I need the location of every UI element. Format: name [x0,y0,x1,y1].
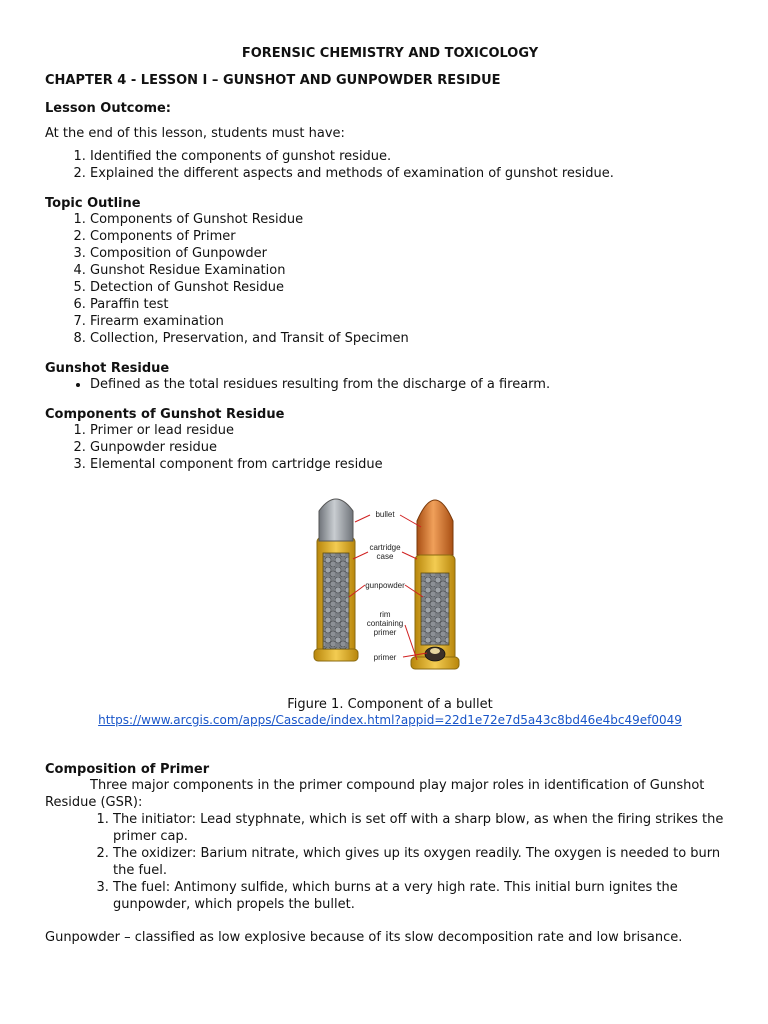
gunpowder-definition: Gunpowder – classified as low explosive because of its slow decomposition rate and low brisance. [45,930,683,945]
list-item: 1. The initiator: Lead styphnate, which is set off with a sharp blow, as when the firing strikes the primer cap. [113,811,735,845]
list-item: 2. The oxidizer: Barium nitrate, which gives up its oxygen readily. The oxygen is needed to burn the fuel. [113,845,735,879]
list-item: • Defined as the total residues resulting from the discharge of a firearm. [90,376,735,393]
label-primer: primer [373,653,397,662]
outcome-heading: Lesson Outcome: [45,101,172,116]
figure-source-link[interactable]: https://www.arcgis.com/apps/Cascade/index.html?appid=22d1e72e7d5a43c8bd46e4bc49ef0049 [98,713,682,727]
gsr-heading: Gunshot Residue [45,361,170,376]
list-item: 3. Composition of Gunpowder [90,245,735,262]
list-item: 3. The fuel: Antimony sulfide, which burns at a very high rate. This initial burn ignites the gunpowder, which propels the bullet. [113,879,735,913]
components-heading: Components of Gunshot Residue [45,407,285,422]
list-item: 1. Primer or lead residue [90,422,735,439]
document-title: FORENSIC CHEMISTRY AND TOXICOLOGY [241,46,539,61]
list-item: 8. Collection, Preservation, and Transit of Specimen [90,330,735,347]
outline-list [45,211,735,347]
list-item: 1. Identified the components of gunshot residue. [90,148,735,165]
outline-heading: Topic Outline [45,196,141,211]
primer-heading: Composition of Primer [45,762,210,777]
components-list [45,422,735,473]
label-cartridge-line2: case [376,552,394,561]
chapter-heading: CHAPTER 4 - LESSON I – GUNSHOT AND GUNPOWDER RESIDUE [45,73,501,88]
primer-intro: Three major components in the primer compound play major roles in identification of Gunshot Residue (GSR): [45,778,705,810]
list-item: 2. Gunpowder residue [90,439,735,456]
document-page [45,46,735,946]
label-cartridge-line1: cartridge [369,543,401,552]
bullet-diagram [45,497,735,697]
label-rim-line3: primer [373,628,397,637]
figure-caption: Figure 1. Component of a bullet [287,697,493,712]
list-item: 3. Elemental component from cartridge residue [90,456,735,473]
list-item: 7. Firearm examination [90,313,735,330]
label-rim-line1: rim [379,610,391,619]
bullet-figure [45,497,735,697]
primer-list [45,811,735,913]
outcome-intro: At the end of this lesson, students must have: [45,126,345,141]
label-rim-line2: containing [366,619,404,628]
list-item: 1. Components of Gunshot Residue [90,211,735,228]
list-item: 2. Components of Primer [90,228,735,245]
outcome-list [45,148,735,182]
label-bullet: bullet [375,510,395,519]
lead-bullet-cartridge [314,499,358,661]
list-item: 4. Gunshot Residue Examination [90,262,735,279]
gsr-list [45,376,735,393]
label-gunpowder: gunpowder [365,581,405,590]
list-item: 6. Paraffin test [90,296,735,313]
list-item: 2. Explained the different aspects and methods of examination of gunshot residue. [90,165,735,182]
list-item: 5. Detection of Gunshot Residue [90,279,735,296]
